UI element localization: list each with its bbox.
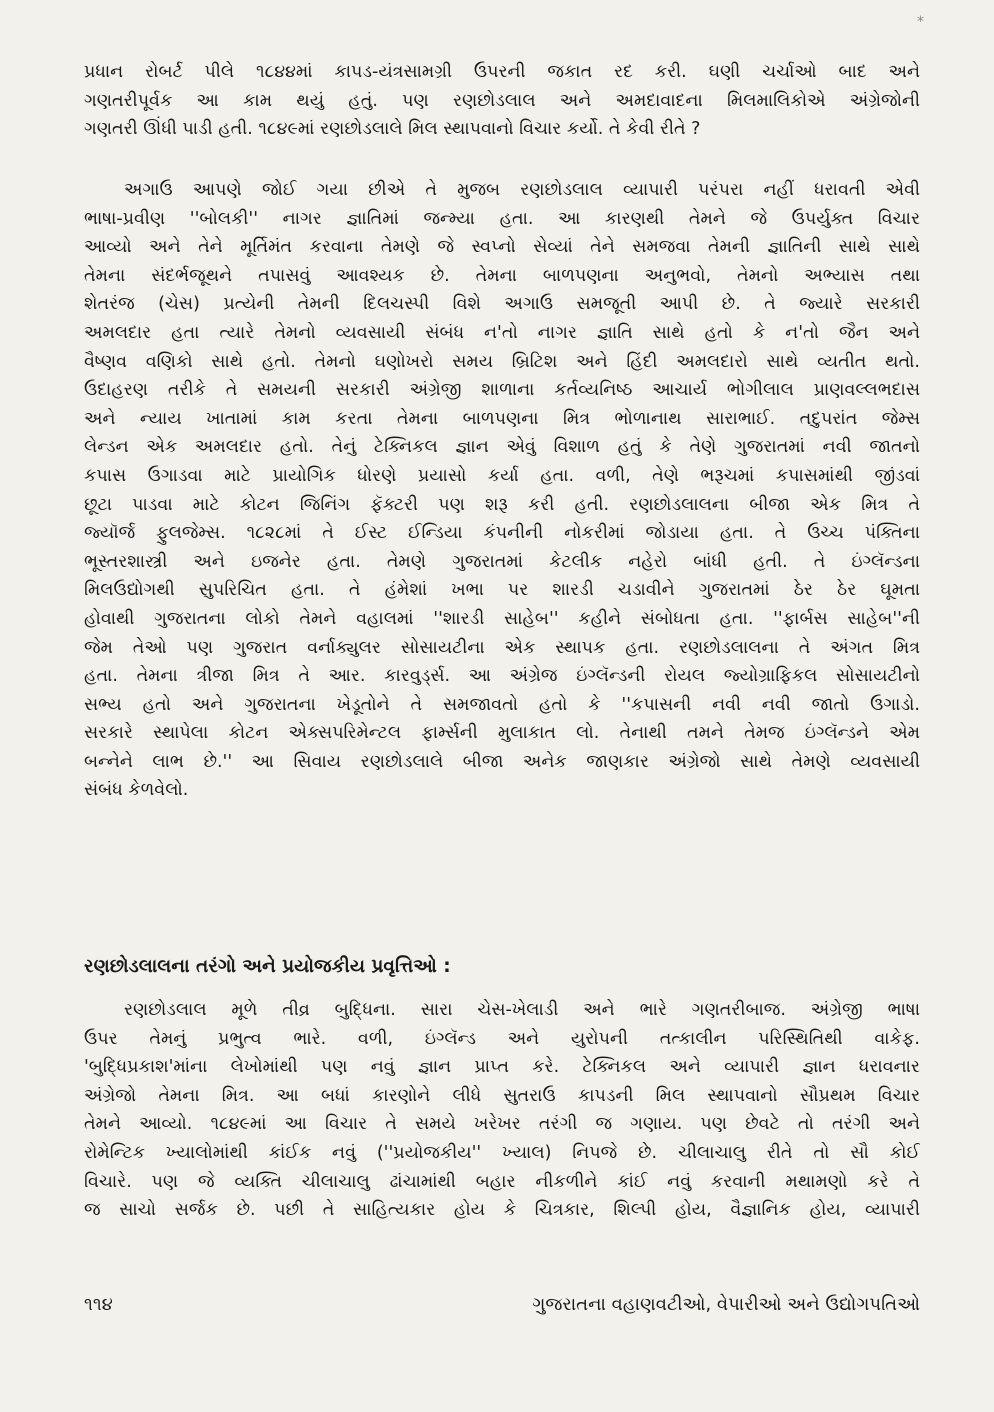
text-line: અગાઉ આપણે જોઈ ગયા છીએ તે મુજબ રણછોડલાલ વ્યાપારી પરંપરા નહીં ધરાવતી એવી <box>124 180 920 200</box>
paragraph-2 <box>84 176 920 805</box>
text-line: સભ્ય હતો અને ગુજરાતના ખેડૂતોને તે સમજાવતો હતો કે ''કપાસની નવી નવી જાતો ઉગાડો. <box>84 694 920 715</box>
text-line: શેતરંજ (ચેસ) પ્રત્યેની તેમની દિલચસ્પી વિશે અગાઉ સમજૂતી આપી છે. તે જ્યારે સરકારી <box>84 294 920 315</box>
text-line: ગણતરીપૂર્વક આ કામ થયું હતું. પણ રણછોડલાલ અને અમદાવાદના મિલમાલિકોએ અંગ્રેજોની <box>84 90 920 111</box>
text-line: જ સાચો સર્જક છે. પછી તે સાહિત્યકાર હોય કે ચિત્રકાર, શિલ્પી હોય, વૈજ્ઞાનિક હોય, વ્યાપારી <box>84 1200 920 1221</box>
text-line: અમલદાર હતા ત્યારે તેમનો વ્યવસાયી સંબંધ ન'તો નાગર જ્ઞાતિ સાથે હતો કે ન'તો જૈન અને <box>84 322 920 343</box>
text-line: ઉદાહરણ તરીકે તે સમયની સરકારી અંગ્રેજી શાળાના કર્તવ્યનિષ્ઠ આચાર્ય ભોગીલાલ પ્રાણવલ્લભદાસ <box>84 380 920 401</box>
corner-mark: * <box>917 14 924 30</box>
text-line: સરકારે સ્થાપેલા કોટન એક્સપરિમેન્ટલ ફાર્મ્સની મુલાકાત લો. તેનાથી તમને તેમજ ઇંગ્લૅન્ડને એમ <box>84 723 920 744</box>
text-line: મિલઉદ્યોગથી સુપરિચિત હતા. તે હંમેશાં ખભા પર શારડી ચડાવીને ગુજરાતમાં ઠેર ઠેર ઘૂમતા <box>84 580 920 601</box>
paragraph-3 <box>84 996 920 1225</box>
text-line: પ્રધાન રોબર્ટ પીલે ૧૮૪૪માં કાપડ-યંત્રસામગ્રી ઉપરની જકાત રદ કરી. ઘણી ચર્ચાઓ બાદ અને <box>84 62 920 82</box>
running-title: ગુજરાતના વહાણવટીઓ, વેપારીઓ અને ઉદ્યોગપતિઓ <box>532 1294 920 1315</box>
text-line: ઉપર તેમનું પ્રભુત્વ ભારે. વળી, ઇંગ્લૅન્ડ અને યુરોપની તત્કાલીન પરિસ્થિતિથી વાકેફ. <box>84 1028 920 1049</box>
text-line: ગણતરી ઊંધી પાડી હતી. ૧૮૪૯માં રણછોડલાલે મિલ સ્થાપવાનો વિચાર કર્યો. તે કેવી રીતે ? <box>84 119 701 140</box>
text-line: અને ન્યાય ખાતામાં કામ કરતા તેમના બાળપણના મિત્ર ભોળાનાથ સારાભાઈ. તદુપરાંત જેમ્સ <box>84 408 920 429</box>
text-line: અંગ્રેજો તેમના મિત્ર. આ બધાં કારણોને લીધે સુતરાઉ કાપડની મિલ સ્થાપવાનો સૌપ્રથમ વિચાર <box>84 1085 920 1106</box>
paragraph-1 <box>84 58 920 144</box>
text-line: લેન્ડન એક અમલદાર હતો. તેનું ટેક્નિકલ જ્ઞાન એવું વિશાળ હતું કે તેણે ગુજરાતમાં નવી જાતનો <box>84 437 920 458</box>
page-number: ૧૧૪ <box>84 1294 113 1315</box>
text-line: કપાસ ઉગાડવા માટે પ્રાયોગિક ધોરણે પ્રયાસો કર્યા હતા. વળી, તેણે ભરૂચમાં કપાસમાંથી જીંડવાં <box>84 465 920 486</box>
text-line: હોવાથી ગુજરાતના લોકો તેમને વહાલમાં ''શારડી સાહેબ'' કહીને સંબોધતા હતા. ''ફાર્બસ સાહેબ''ની <box>84 608 920 629</box>
document-page <box>84 58 920 1358</box>
section-heading: રણછોડલાલના તરંગો અને પ્રયોજકીય પ્રવૃત્તિઓ : <box>84 956 451 977</box>
text-line: ભૂસ્તરશાસ્ત્રી અને ઇજનેર હતા. તેમણે ગુજરાતમાં કેટલીક નહેરો બાંધી હતી. તે ઇંગ્લૅન્ડના <box>84 551 920 572</box>
text-line: રણછોડલાલ મૂળે તીવ્ર બુદ્ધિના. સારા ચેસ-ખેલાડી અને ભારે ગણતરીબાજ. અંગ્રેજી ભાષા <box>124 1000 920 1020</box>
text-line: જ્યૉર્જ ફુલજેમ્સ. ૧૮૨૮માં તે ઈસ્ટ ઈન્ડિયા કંપનીની નોકરીમાં જોડાયા હતા. તે ઉચ્ચ પંક્તિના <box>84 523 920 544</box>
text-line: રોમેન્ટિક ખ્યાલોમાંથી કાંઈક નવું (''પ્રયોજકીય'' ખ્યાલ) નિપજે છે. ચીલાચાલુ રીતે તો સૌ કોઈ <box>84 1142 920 1163</box>
text-line: જેમ તેઓ પણ ગુજરાત વર્નાક્યુલર સોસાયટીના એક સ્થાપક હતા. રણછોડલાલના તે અંગત મિત્ર <box>84 637 920 658</box>
text-line: 'બુદ્ધિપ્રકાશ'માંના લેખોમાંથી પણ નવું જ્ઞાન પ્રાપ્ત કરે. ટેક્નિકલ અને વ્યાપારી જ્ઞાન ધરાવનાર <box>84 1057 920 1078</box>
text-line: વિચારે. પણ જે વ્યક્તિ ચીલાચાલુ ઢાંચામાંથી બહાર નીકળીને કાંઈ નવું કરવાની મથામણો કરે તે <box>84 1171 920 1192</box>
text-line: છૂટા પાડવા માટે કોટન જિનિંગ ફૅક્ટરી પણ શરૂ કરી હતી. રણછોડલાલના બીજા એક મિત્ર તે <box>84 494 920 515</box>
text-line: હતા. તેમના ત્રીજા મિત્ર તે આર. કારવુર્ડ્સ. આ અંગ્રેજ ઇંગ્લૅન્ડની રોયલ જ્યોગ્રાફિકલ સોસાયટીનો <box>84 666 920 687</box>
text-line: સંબંધ કેળવેલો. <box>84 780 189 801</box>
text-line: તેમને આવ્યો. ૧૮૪૯માં આ વિચાર તે સમયે ખરેખર તરંગી જ ગણાય. પણ છેવટે તો તરંગી અને <box>84 1114 920 1135</box>
text-line: ભાષા-પ્રવીણ ''બોલકી'' નાગર જ્ઞાતિમાં જન્મ્યા હતા. આ કારણથી તેમને જે ઉપર્યુક્ત વિચાર <box>84 208 920 229</box>
text-line: બન્નેને લાભ છે.'' આ સિવાય રણછોડલાલે બીજા અનેક જાણકાર અંગ્રેજો સાથે તેમણે વ્યવસાયી <box>84 751 920 772</box>
text-line: તેમના સંદર્ભજૂથને તપાસવું આવશ્યક છે. તેમના બાળપણના અનુભવો, તેમનો અભ્યાસ તથા <box>84 265 920 286</box>
page-footer <box>84 1294 920 1324</box>
text-line: આવ્યો અને તેને મૂર્તિમંત કરવાના તેમણે જે સ્વપ્નો સેવ્યાં તેને સમજવા તેમની જ્ઞાતિની સાથે સાથે <box>84 237 920 258</box>
text-line: વૈષ્ણવ વણિકો સાથે હતો. તેમનો ઘણોખરો સમય બ્રિટિશ અને હિંદી અમલદારો સાથે વ્યતીત થતો. <box>84 351 920 372</box>
